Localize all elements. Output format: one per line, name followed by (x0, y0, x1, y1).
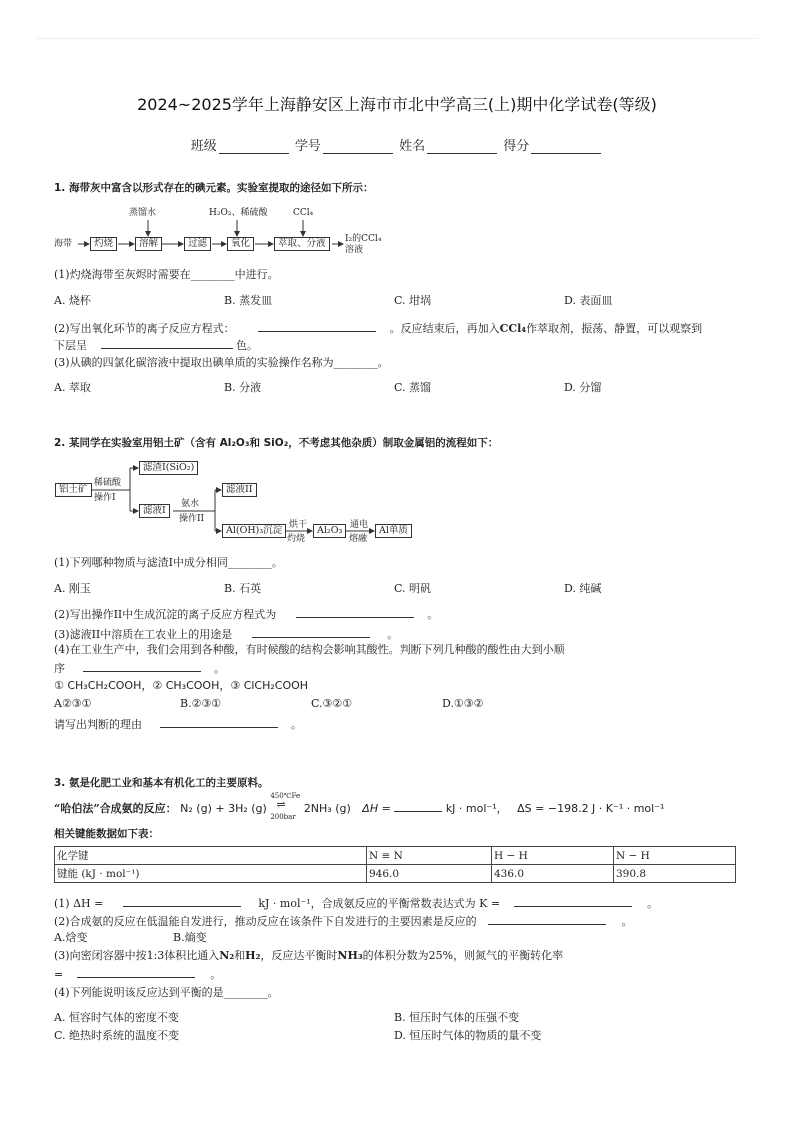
q2-p4-blank[interactable] (83, 660, 201, 672)
q2-part2: (2)写出操作II中生成沉淀的离子反应方程式为 。 (54, 608, 439, 621)
q2-part3: (3)滤液II中溶质在工农业上的用途是 。 (54, 628, 399, 641)
q1-p2-answer-blank[interactable] (258, 320, 376, 332)
q2-p4-option-c[interactable]: C.③②① (311, 697, 353, 710)
q2-p1-option-a[interactable]: A. 刚玉 (54, 582, 91, 595)
q3-p4-option-d[interactable]: D. 恒压时气体的物质的量不变 (394, 1029, 542, 1042)
q3-part3-line2: = 。 (54, 968, 222, 981)
table-cell: 436.0 (492, 865, 614, 883)
q2-op1: 操作I (94, 493, 116, 503)
q2-ore: 铝土矿 (55, 483, 92, 497)
q3-dh-blank[interactable] (394, 800, 442, 812)
q1-p1-option-a[interactable]: A. 烧杯 (54, 294, 91, 307)
q3-p2-blank[interactable] (488, 913, 606, 925)
q2-electrolysis: 通电 (350, 520, 369, 530)
q1-part1: (1)灼烧海带至灰烬时需要在________中进行。 (54, 268, 279, 281)
table-cell: 946.0 (367, 865, 492, 883)
q1-p3-option-d[interactable]: D. 分馏 (564, 381, 602, 394)
q2-burn: 灼烧 (287, 534, 306, 544)
q3-p4-option-b[interactable]: B. 恒压时气体的压强不变 (394, 1011, 520, 1024)
q2-p4-option-b[interactable]: B.②③① (180, 697, 222, 710)
q3-stem: 3. 氨是化肥工业和基本有机化工的主要原料。 (54, 777, 269, 789)
q3-p3-blank[interactable] (77, 966, 195, 978)
q2-part4-line1: (4)在工业生产中，我们会用到各种酸，有时候酸的结构会影响其酸性。判断下列几种酸的酸性由大到小顺 (54, 643, 565, 656)
q2-molten: 熔融 (349, 534, 368, 544)
q1-reagent-h2o2: H₂O₂、稀硫酸 (209, 208, 268, 218)
table-cell: 390.8 (614, 865, 736, 883)
q1-flow-start: 海带 (54, 239, 73, 249)
q3-p4-option-c[interactable]: C. 绝热时系统的温度不变 (54, 1029, 180, 1042)
q3-part2: (2)合成氨的反应在低温能自发进行，推动反应在该条件下自发进行的主要因素是反应的 。 (54, 915, 633, 928)
q2-precipitate: Al(OH)₃沉淀 (222, 524, 286, 538)
id-label: 学号 (294, 139, 321, 154)
q1-step-oxidize: 氧化 (227, 237, 254, 251)
q2-part1: (1)下列哪种物质与滤渣I中成分相同________。 (54, 556, 283, 569)
table-row (55, 847, 736, 865)
class-label: 班级 (190, 139, 217, 154)
q2-ammonia: 氨水 (181, 499, 200, 509)
q2-aluminum: Al单质 (375, 524, 412, 538)
bond-energy-table (54, 846, 736, 883)
q1-p3-option-a[interactable]: A. 萃取 (54, 381, 91, 394)
q3-equilibrium-arrow: 450℃Fe ⇌ 200bar (270, 792, 301, 821)
q3-p2-option-b[interactable]: B.熵变 (173, 931, 207, 944)
q1-reagent-water: 蒸馏水 (129, 208, 157, 218)
table-row (55, 865, 736, 883)
table-cell: H − H (492, 847, 614, 865)
q2-p1-option-b[interactable]: B. 石英 (224, 582, 262, 595)
page-title: 2024~2025学年上海静安区上海市市北中学高三(上)期中化学试卷(等级) (137, 95, 657, 114)
q2-op2: 操作II (179, 514, 205, 524)
q3-p1-dh-blank[interactable] (123, 895, 241, 907)
score-label: 得分 (503, 139, 530, 154)
q2-p2-blank[interactable] (296, 606, 414, 618)
q2-part4-line2: 序 。 (54, 662, 225, 675)
q3-part1: (1) ΔH = kJ · mol⁻¹，合成氨反应的平衡常数表达式为 K = 。 (54, 897, 659, 910)
q2-p4-option-d[interactable]: D.①③② (442, 697, 484, 710)
q3-part3-line1: (3)向密闭容器中按1:3体积比通入N₂和H₂，反应达平衡时NH₃的体积分数为25%，则氮气的平衡转化率 (54, 949, 564, 962)
q3-p4-option-a[interactable]: A. 恒容时气体的密度不变 (54, 1011, 179, 1024)
q2-p4-option-a[interactable]: A②③① (54, 697, 92, 710)
q2-p1-option-d[interactable]: D. 纯碱 (564, 582, 602, 595)
q1-part2-line2: 下层呈 色。 (54, 339, 258, 352)
q1-part3: (3)从碘的四氯化碳溶液中提取出碘单质的实验操作名称为________。 (54, 356, 389, 369)
q1-p1-option-c[interactable]: C. 坩埚 (394, 294, 432, 307)
q1-part2-line1: (2)写出氧化环节的离子反应方程式： 。反应结束后，再加入CCl₄作萃取剂，振荡、静置，可以观察到 (54, 322, 703, 335)
q1-flow-end1: I₂的CCl₄ (345, 234, 382, 244)
table-cell: 键能 (kJ · mol⁻¹) (55, 865, 367, 883)
q2-residue1: 滤渣I(SiO₂) (139, 461, 198, 475)
q1-step-filter: 过滤 (184, 237, 211, 251)
q1-flow-end2: 溶液 (345, 245, 364, 255)
q2-dry: 烘干 (289, 520, 308, 530)
table-cell: N − H (614, 847, 736, 865)
q2-filtrate1: 滤液I (139, 504, 170, 518)
q1-stem: 1. 海带灰中富含以形式存在的碘元素。实验室提取的途径如下所示： (54, 182, 374, 194)
q2-reason: 请写出判断的理由 。 (54, 718, 302, 731)
q3-part4: (4)下列能说明该反应达到平衡的是________。 (54, 986, 279, 999)
q1-step-extract: 萃取、分液 (274, 237, 330, 251)
q1-p3-option-b[interactable]: B. 分液 (224, 381, 262, 394)
q2-acid: 稀硫酸 (94, 478, 122, 488)
q2-reason-blank[interactable] (160, 716, 278, 728)
q1-p1-option-d[interactable]: D. 表面皿 (564, 294, 613, 307)
q2-filtrate2: 滤液II (222, 483, 257, 497)
name-label: 姓名 (399, 139, 426, 154)
q1-reagent-ccl4: CCl₄ (293, 208, 314, 218)
table-cell: 化学键 (55, 847, 367, 865)
q2-p3-blank[interactable] (252, 626, 370, 638)
q1-p2-color-blank[interactable] (101, 337, 233, 349)
q3-reaction-line: “哈伯法”合成氨的反应： N₂ (g) + 3H₂ (g) 450℃Fe ⇌ 200bar 2NH₃ (g) ΔH = kJ · mol⁻¹， ΔS = −198.2 J · K⁻¹ · mol⁻¹ (54, 792, 665, 821)
q2-p1-option-c[interactable]: C. 明矾 (394, 582, 432, 595)
q2-oxide: Al₂O₃ (313, 524, 346, 538)
q3-p1-k-blank[interactable] (514, 895, 632, 907)
table-cell: N ≡ N (367, 847, 492, 865)
q3-table-intro: 相关键能数据如下表： (54, 828, 159, 840)
q1-p1-option-b[interactable]: B. 蒸发皿 (224, 294, 273, 307)
q2-acid-list: ① CH₃CH₂COOH，② CH₃COOH，③ ClCH₂COOH (54, 679, 309, 692)
q1-step-burn: 灼烧 (90, 237, 117, 251)
q3-p2-option-a[interactable]: A.焓变 (54, 931, 88, 944)
q1-p3-option-c[interactable]: C. 蒸馏 (394, 381, 432, 394)
q2-stem: 2. 某同学在实验室用铝土矿（含有 Al₂O₃和 SiO₂，不考虑其他杂质）制取金属铝的流程如下： (54, 437, 499, 449)
q1-step-dissolve: 溶解 (135, 237, 162, 251)
